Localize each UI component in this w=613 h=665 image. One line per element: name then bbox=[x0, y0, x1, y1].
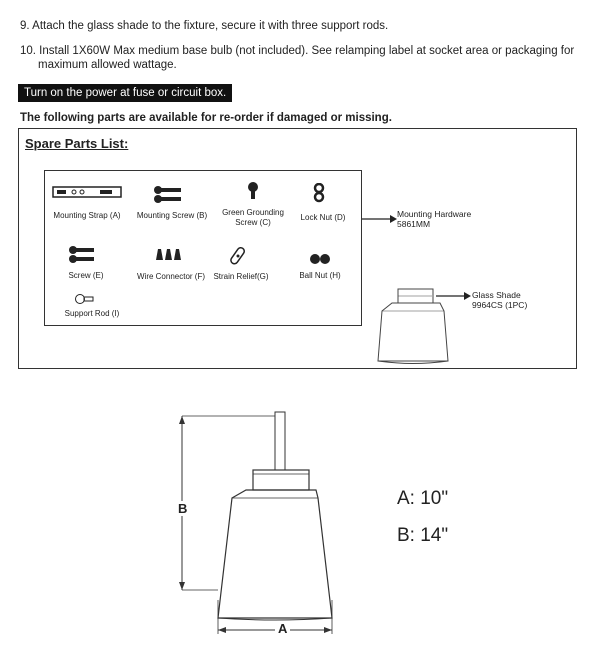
part-label-c-line2: Screw (C) bbox=[235, 218, 271, 227]
power-notice: Turn on the power at fuse or circuit box. bbox=[18, 84, 232, 102]
part-label-f: Wire Connector (F) bbox=[136, 272, 205, 281]
step-9: 9. Attach the glass shade to the fixture, secure it with three support rods. bbox=[20, 20, 389, 32]
screw-icon bbox=[68, 245, 98, 265]
part-label-e: Screw (E) bbox=[68, 271, 104, 280]
mounting-hardware-arrow bbox=[362, 214, 398, 224]
part-label-d: Lock Nut (D) bbox=[300, 213, 346, 222]
mounting-strap-icon bbox=[52, 184, 124, 200]
part-label-c-line1: Green Grounding bbox=[222, 208, 284, 217]
spare-parts-title: Spare Parts List: bbox=[25, 136, 129, 151]
glass-shade-code: 9964CS (1PC) bbox=[472, 300, 528, 310]
part-label-i: Support Rod (I) bbox=[64, 309, 120, 318]
part-label-b: Mounting Screw (B) bbox=[136, 211, 208, 220]
glass-shade-label: Glass Shade bbox=[472, 290, 521, 300]
parts-notice: The following parts are available for re-order if damaged or missing. bbox=[20, 112, 392, 124]
mounting-hardware-code: 5861MM bbox=[397, 219, 431, 229]
dimension-b-value: B: 14" bbox=[397, 525, 449, 546]
strain-relief-icon bbox=[227, 244, 249, 268]
mounting-screw-icon bbox=[153, 185, 183, 205]
support-rod-icon bbox=[75, 293, 95, 305]
glass-shade-arrow bbox=[436, 291, 472, 301]
dimension-a-value: A: 10" bbox=[397, 488, 449, 509]
part-label-a: Mounting Strap (A) bbox=[53, 211, 121, 220]
ball-nut-icon bbox=[309, 253, 331, 265]
dimension-b-marker: B bbox=[178, 501, 188, 516]
dimension-a-marker: A bbox=[275, 621, 290, 636]
grounding-screw-icon bbox=[246, 182, 260, 200]
fixture-dimension-drawing bbox=[170, 408, 370, 640]
step-10-line2: maximum allowed wattage. bbox=[38, 59, 177, 71]
part-label-h: Ball Nut (H) bbox=[299, 271, 341, 280]
step-10-line1: 10. Install 1X60W Max medium base bulb (not included). See relamping label at socket area or packaging for bbox=[20, 45, 575, 57]
part-label-g: Strain Relief(G) bbox=[213, 272, 269, 281]
mounting-hardware-label: Mounting Hardware bbox=[397, 209, 472, 219]
wire-connector-icon bbox=[154, 247, 184, 261]
lock-nut-icon bbox=[313, 183, 325, 203]
